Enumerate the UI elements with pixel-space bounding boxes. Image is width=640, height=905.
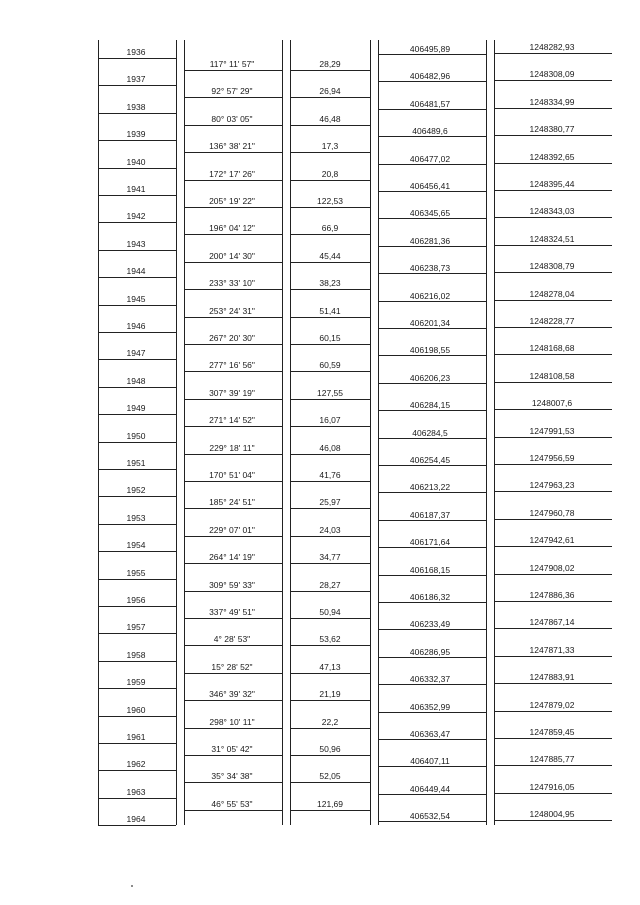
- coord-x: 406407,11: [410, 756, 450, 767]
- row-rule: [290, 618, 370, 619]
- bearing-angle: 346° 39' 32": [209, 689, 255, 700]
- segment-length: 38,23: [319, 278, 341, 289]
- point-id: 1958: [126, 649, 146, 660]
- bearing-angle: 170° 51' 04": [209, 470, 255, 480]
- coord-x: 406284,5: [412, 427, 448, 438]
- row-rule: [378, 109, 486, 110]
- bearing-angle: 205° 19' 22": [209, 196, 255, 206]
- row-rule: [290, 426, 370, 427]
- bearing-angle: 117° 11' 57": [209, 59, 255, 69]
- row-rule: [98, 633, 176, 634]
- point-id: 1945: [126, 293, 146, 304]
- row-rule: [184, 344, 282, 345]
- row-rule: [290, 782, 370, 783]
- row-rule: [290, 755, 370, 756]
- row-rule: [184, 755, 282, 756]
- row-rule: [494, 601, 612, 602]
- row-rule: [494, 245, 612, 246]
- bearing-angle: 92° 57' 29": [211, 86, 253, 97]
- coord-x: 406281,36: [409, 235, 451, 246]
- row-rule: [290, 399, 370, 400]
- row-rule: [290, 180, 370, 181]
- row-rule: [184, 700, 282, 701]
- segment-length: 60,59: [319, 360, 341, 371]
- row-rule: [290, 645, 370, 646]
- row-rule: [378, 547, 486, 548]
- point-id: 1955: [126, 567, 146, 578]
- bearing-angle: 309° 59' 33": [209, 579, 255, 590]
- coord-y: 1248380,77: [529, 124, 575, 135]
- row-rule: [378, 136, 486, 137]
- row-rule: [494, 382, 612, 383]
- coord-x: 406489,6: [412, 126, 448, 137]
- coord-y: 1247991,53: [529, 425, 575, 436]
- bearing-angle: 233° 33' 10": [209, 278, 255, 289]
- column-rule: [486, 40, 487, 825]
- row-rule: [98, 606, 176, 607]
- coord-x: 406198,55: [409, 345, 451, 356]
- row-rule: [494, 272, 612, 273]
- column-rule: [184, 40, 185, 825]
- row-rule: [184, 399, 282, 400]
- row-rule: [290, 700, 370, 701]
- coord-x: 406171,64: [409, 537, 451, 548]
- bearing-angle: 35° 34' 38": [211, 771, 253, 782]
- row-rule: [98, 332, 176, 333]
- row-rule: [98, 688, 176, 689]
- row-rule: [290, 344, 370, 345]
- point-id: 1946: [126, 321, 146, 331]
- point-id: 1939: [126, 129, 146, 140]
- row-rule: [98, 195, 176, 196]
- row-rule: [184, 536, 282, 537]
- row-rule: [290, 234, 370, 235]
- segment-length: 47,13: [319, 661, 341, 672]
- row-rule: [98, 85, 176, 86]
- coord-y: 1248007,6: [531, 398, 573, 409]
- row-rule: [98, 222, 176, 223]
- coord-y: 1248308,79: [529, 261, 575, 272]
- row-rule: [494, 574, 612, 575]
- row-rule: [378, 739, 486, 740]
- row-rule: [290, 536, 370, 537]
- row-rule: [290, 262, 370, 263]
- row-rule: [494, 546, 612, 547]
- point-id: 1963: [126, 786, 146, 797]
- bearing-angle: 4° 28' 53": [213, 634, 251, 645]
- row-rule: [290, 673, 370, 674]
- segment-length: 45,44: [319, 250, 341, 261]
- row-rule: [378, 766, 486, 767]
- row-rule: [378, 492, 486, 493]
- point-id: 1956: [126, 595, 146, 605]
- segment-length: 46,08: [319, 442, 341, 453]
- row-rule: [184, 317, 282, 318]
- segment-length: 16,07: [319, 415, 341, 426]
- row-rule: [290, 97, 370, 98]
- row-rule: [290, 125, 370, 126]
- coord-y: 1247960,78: [529, 507, 575, 518]
- row-rule: [184, 591, 282, 592]
- row-rule: [98, 551, 176, 552]
- row-rule: [98, 825, 176, 826]
- row-rule: [494, 491, 612, 492]
- row-rule: [98, 414, 176, 415]
- point-id: 1950: [126, 430, 146, 441]
- column-rule: [370, 40, 371, 825]
- coord-y: 1247942,61: [529, 535, 575, 546]
- coord-x: 406363,47: [409, 729, 451, 739]
- row-rule: [98, 524, 176, 525]
- segment-length: 21,19: [319, 689, 341, 700]
- coord-x: 406254,45: [409, 455, 451, 465]
- coord-x: 406216,02: [409, 290, 451, 301]
- coord-x: 406213,22: [409, 482, 451, 493]
- row-rule: [184, 782, 282, 783]
- row-rule: [378, 794, 486, 795]
- row-rule: [290, 454, 370, 455]
- row-rule: [378, 629, 486, 630]
- coord-y: 1248108,58: [529, 370, 575, 381]
- bearing-angle: 253° 24' 31": [209, 305, 255, 316]
- coord-y: 1248278,04: [529, 288, 575, 299]
- coord-y: 1248004,95: [529, 809, 575, 820]
- row-rule: [98, 743, 176, 744]
- segment-length: 24,03: [319, 524, 341, 535]
- row-rule: [378, 410, 486, 411]
- point-id: 1949: [126, 403, 146, 414]
- coord-x: 406482,96: [409, 71, 451, 82]
- row-rule: [98, 140, 176, 141]
- row-rule: [184, 645, 282, 646]
- point-id: 1957: [126, 622, 146, 633]
- coord-x: 406477,02: [409, 153, 451, 164]
- bearing-angle: 46° 55' 53": [211, 798, 253, 809]
- row-rule: [378, 246, 486, 247]
- point-id: 1960: [126, 704, 146, 715]
- row-rule: [184, 454, 282, 455]
- row-rule: [184, 481, 282, 482]
- row-rule: [494, 738, 612, 739]
- row-rule: [378, 438, 486, 439]
- row-rule: [494, 464, 612, 465]
- coord-y: 1248343,03: [529, 206, 575, 217]
- coord-y: 1247879,02: [529, 699, 575, 710]
- row-rule: [378, 657, 486, 658]
- row-rule: [378, 684, 486, 685]
- point-id: 1944: [126, 266, 146, 277]
- point-id: 1940: [126, 156, 146, 167]
- segment-length: 46,48: [319, 113, 341, 124]
- point-id: 1962: [126, 759, 146, 770]
- bearing-angle: 337° 49' 51": [209, 607, 255, 617]
- row-rule: [494, 793, 612, 794]
- column-rule: [290, 40, 291, 825]
- row-rule: [378, 81, 486, 82]
- coord-y: 1248334,99: [529, 96, 575, 107]
- row-rule: [494, 327, 612, 328]
- row-rule: [98, 798, 176, 799]
- row-rule: [184, 234, 282, 235]
- coord-x: 406206,23: [409, 372, 451, 383]
- row-rule: [184, 728, 282, 729]
- row-rule: [184, 125, 282, 126]
- point-id: 1948: [126, 375, 146, 386]
- coord-y: 1248168,68: [529, 343, 575, 354]
- segment-length: 20,8: [321, 168, 339, 179]
- segment-length: 22,2: [321, 716, 339, 727]
- row-rule: [378, 821, 486, 822]
- row-rule: [98, 496, 176, 497]
- point-id: 1941: [126, 184, 146, 194]
- coord-y: 1247885,77: [529, 754, 575, 765]
- coord-x: 406481,57: [409, 98, 451, 109]
- coord-x: 406456,41: [409, 181, 451, 191]
- coord-y: 1248395,44: [529, 179, 575, 189]
- row-rule: [98, 661, 176, 662]
- coord-x: 406532,54: [409, 811, 451, 822]
- row-rule: [98, 469, 176, 470]
- row-rule: [378, 383, 486, 384]
- bearing-angle: 307° 39' 19": [209, 387, 255, 398]
- segment-length: 26,94: [319, 86, 341, 97]
- row-rule: [184, 508, 282, 509]
- segment-length: 60,15: [319, 333, 341, 343]
- row-rule: [494, 437, 612, 438]
- coord-x: 406186,32: [409, 592, 451, 602]
- row-rule: [290, 289, 370, 290]
- point-id: 1938: [126, 101, 146, 112]
- bearing-angle: 298° 10' 11": [209, 716, 255, 727]
- segment-length: 34,77: [319, 552, 341, 563]
- column-rule: [282, 40, 283, 825]
- row-rule: [290, 317, 370, 318]
- segment-length: 127,55: [317, 387, 343, 398]
- row-rule: [494, 217, 612, 218]
- row-rule: [378, 575, 486, 576]
- point-id: 1961: [126, 732, 146, 742]
- segment-length: 122,53: [317, 196, 343, 206]
- row-rule: [494, 765, 612, 766]
- row-rule: [290, 563, 370, 564]
- row-rule: [290, 728, 370, 729]
- row-rule: [184, 70, 282, 71]
- point-id: 1937: [126, 74, 146, 85]
- bearing-angle: 15° 28' 52": [211, 661, 253, 672]
- row-rule: [494, 628, 612, 629]
- coord-x: 406332,37: [409, 674, 451, 685]
- segment-length: 50,94: [319, 607, 341, 617]
- row-rule: [184, 563, 282, 564]
- segment-length: 25,97: [319, 497, 341, 508]
- row-rule: [184, 810, 282, 811]
- coord-x: 406352,99: [409, 701, 451, 712]
- bearing-angle: 196° 04' 12": [209, 223, 255, 234]
- coord-y: 1247883,91: [529, 672, 575, 683]
- row-rule: [184, 262, 282, 263]
- row-rule: [290, 152, 370, 153]
- point-id: 1942: [126, 211, 146, 222]
- point-id: 1953: [126, 512, 146, 523]
- segment-length: 52,05: [319, 771, 341, 782]
- row-rule: [290, 481, 370, 482]
- bearing-angle: 136° 38' 21": [209, 141, 255, 152]
- bearing-angle: 264° 14' 19": [209, 552, 255, 563]
- row-rule: [184, 426, 282, 427]
- row-rule: [494, 656, 612, 657]
- bearing-angle: 229° 18' 11": [209, 442, 255, 453]
- segment-length: 50,96: [319, 744, 341, 754]
- row-rule: [494, 80, 612, 81]
- row-rule: [494, 683, 612, 684]
- segment-length: 41,76: [319, 470, 341, 480]
- coord-x: 406168,15: [409, 564, 451, 575]
- row-rule: [184, 152, 282, 153]
- row-rule: [184, 673, 282, 674]
- row-rule: [494, 354, 612, 355]
- coord-y: 1248308,09: [529, 69, 575, 80]
- segment-length: 28,27: [319, 579, 341, 590]
- row-rule: [98, 113, 176, 114]
- coord-y: 1247908,02: [529, 562, 575, 573]
- row-rule: [290, 207, 370, 208]
- point-id: 1954: [126, 540, 146, 551]
- row-rule: [98, 168, 176, 169]
- point-id: 1947: [126, 348, 146, 359]
- scan-speck: [131, 885, 133, 887]
- row-rule: [494, 163, 612, 164]
- coord-x: 406201,34: [409, 318, 451, 328]
- row-rule: [184, 207, 282, 208]
- row-rule: [98, 359, 176, 360]
- row-rule: [184, 289, 282, 290]
- row-rule: [494, 409, 612, 410]
- row-rule: [98, 305, 176, 306]
- row-rule: [98, 579, 176, 580]
- segment-length: 17,3: [321, 141, 339, 152]
- coord-y: 1247956,59: [529, 453, 575, 463]
- coord-y: 1247886,36: [529, 590, 575, 600]
- row-rule: [378, 301, 486, 302]
- row-rule: [378, 602, 486, 603]
- point-id: 1936: [126, 47, 146, 57]
- row-rule: [290, 810, 370, 811]
- row-rule: [98, 442, 176, 443]
- coord-y: 1247916,05: [529, 781, 575, 792]
- bearing-angle: 267° 20' 30": [209, 333, 255, 343]
- row-rule: [378, 328, 486, 329]
- row-rule: [184, 618, 282, 619]
- row-rule: [378, 465, 486, 466]
- row-rule: [378, 54, 486, 55]
- bearing-angle: 271° 14' 52": [209, 415, 255, 426]
- segment-length: 66,9: [321, 223, 339, 234]
- coord-y: 1248324,51: [529, 233, 575, 244]
- row-rule: [184, 97, 282, 98]
- point-id: 1959: [126, 677, 146, 688]
- row-rule: [494, 108, 612, 109]
- bearing-angle: 185° 24' 51": [209, 497, 255, 508]
- row-rule: [378, 355, 486, 356]
- row-rule: [184, 371, 282, 372]
- row-rule: [378, 273, 486, 274]
- row-rule: [98, 277, 176, 278]
- row-rule: [494, 135, 612, 136]
- row-rule: [494, 53, 612, 54]
- row-rule: [290, 591, 370, 592]
- row-rule: [494, 300, 612, 301]
- row-rule: [98, 770, 176, 771]
- row-rule: [98, 387, 176, 388]
- segment-length: 51,41: [319, 305, 341, 316]
- row-rule: [290, 508, 370, 509]
- point-id: 1952: [126, 485, 146, 496]
- row-rule: [98, 716, 176, 717]
- row-rule: [494, 711, 612, 712]
- coord-x: 406187,37: [409, 509, 451, 520]
- point-id: 1943: [126, 238, 146, 249]
- coord-x: 406345,65: [409, 208, 451, 219]
- coord-y: 1247963,23: [529, 480, 575, 491]
- coord-y: 1248392,65: [529, 151, 575, 162]
- coord-y: 1247867,14: [529, 617, 575, 628]
- row-rule: [184, 180, 282, 181]
- row-rule: [378, 164, 486, 165]
- coord-x: 406238,73: [409, 263, 451, 274]
- bearing-angle: 80° 03' 05": [211, 113, 253, 124]
- segment-length: 53,62: [319, 634, 341, 645]
- row-rule: [494, 190, 612, 191]
- bearing-angle: 200° 14' 30": [209, 250, 255, 261]
- column-rule: [176, 40, 177, 825]
- coord-x: 406284,15: [409, 400, 451, 411]
- row-rule: [378, 191, 486, 192]
- coord-x: 406449,44: [409, 783, 451, 794]
- coord-x: 406286,95: [409, 646, 451, 657]
- row-rule: [494, 519, 612, 520]
- coord-y: 1248228,77: [529, 316, 575, 326]
- row-rule: [98, 250, 176, 251]
- row-rule: [290, 70, 370, 71]
- row-rule: [378, 712, 486, 713]
- segment-length: 28,29: [319, 59, 341, 69]
- row-rule: [378, 520, 486, 521]
- coord-x: 406233,49: [409, 619, 451, 630]
- bearing-angle: 172° 17' 26": [209, 168, 255, 179]
- row-rule: [494, 820, 612, 821]
- segment-length: 121,69: [317, 798, 343, 809]
- bearing-angle: 31° 05' 42": [211, 744, 253, 754]
- coord-y: 1247859,45: [529, 727, 575, 737]
- coord-y: 1247871,33: [529, 644, 575, 655]
- coord-x: 406495,89: [409, 44, 451, 54]
- bearing-angle: 277° 16' 56": [209, 360, 255, 371]
- point-id: 1964: [126, 814, 146, 825]
- row-rule: [290, 371, 370, 372]
- row-rule: [98, 58, 176, 59]
- row-rule: [378, 218, 486, 219]
- point-id: 1951: [126, 458, 146, 468]
- coord-y: 1248282,93: [529, 42, 575, 52]
- bearing-angle: 229° 07' 01": [209, 524, 255, 535]
